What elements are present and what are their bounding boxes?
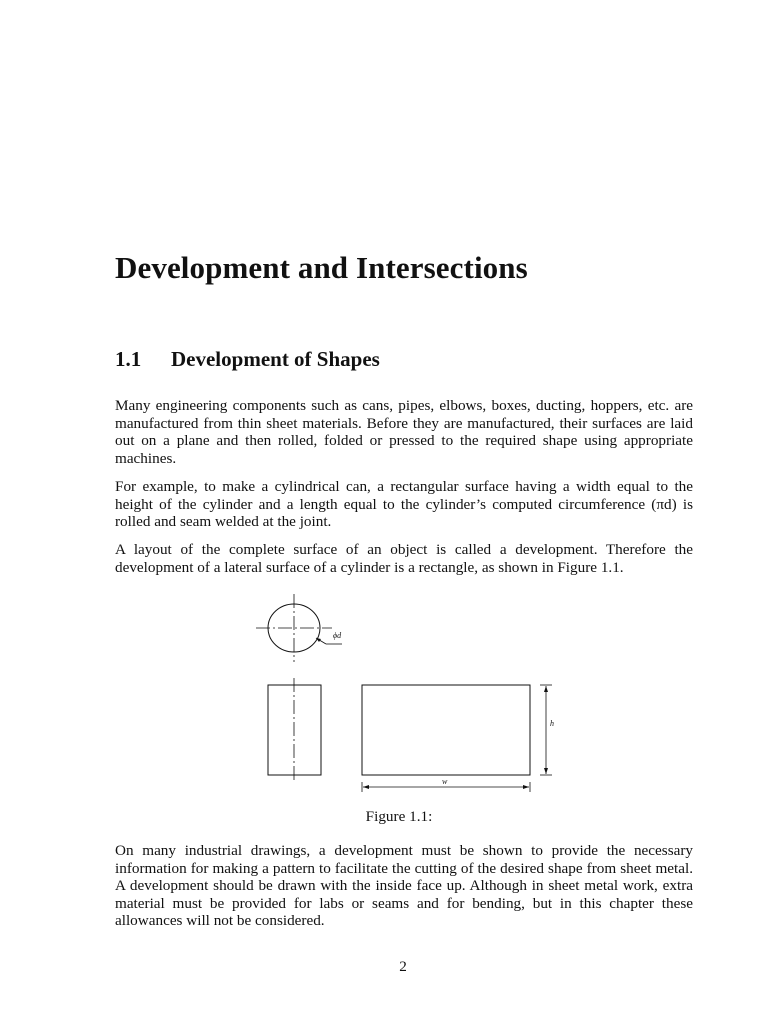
height-arrow-bottom bbox=[544, 768, 548, 774]
development-rectangle bbox=[362, 685, 530, 775]
width-arrow-left bbox=[363, 785, 369, 789]
paragraph-2: For example, to make a cylindrical can, a rectangular surface having a width equal to the height of the cylinder and a length equal to the cylinder’s computed circumference (πd) is rolled and seam welded at the joint. bbox=[115, 478, 693, 531]
width-arrow-right bbox=[523, 785, 529, 789]
section-number: 1.1 bbox=[115, 347, 142, 371]
diameter-label: ϕd bbox=[333, 631, 342, 640]
section-title: Development of Shapes bbox=[171, 347, 380, 371]
front-view-rectangle bbox=[268, 685, 321, 775]
paragraph-1: Many engineering components such as cans, pipes, elbows, boxes, ducting, hoppers, etc. are manufactured from thin sheet materials. Before they are manufactured, their surfaces are laid out on a plane and then rolled, folded or pressed to the required shape using appropriate machines. bbox=[115, 397, 693, 467]
figure-drawing bbox=[250, 590, 570, 805]
page-number: 2 bbox=[399, 958, 407, 975]
paragraph-3: A layout of the complete surface of an object is called a development. Therefore the development of a lateral surface of a cylinder is a rectangle, as shown in Figure 1.1. bbox=[115, 541, 693, 576]
figure-1-1 bbox=[250, 590, 570, 805]
chapter-title: Development and Intersections bbox=[115, 250, 528, 285]
height-arrow-top bbox=[544, 686, 548, 692]
width-label: w bbox=[442, 777, 448, 786]
height-label: h bbox=[550, 719, 554, 728]
figure-caption: Figure 1.1: bbox=[365, 808, 433, 825]
section-heading bbox=[115, 347, 675, 372]
paragraph-4: On many industrial drawings, a development must be shown to provide the necessary information for making a pattern to facilitate the cutting of the desired shape from sheet metal. A development should be drawn with the inside face up. Although in sheet metal work, extra material must be provided for labs or seams and for bending, but in this chapter these allowances will not be considered. bbox=[115, 842, 693, 930]
